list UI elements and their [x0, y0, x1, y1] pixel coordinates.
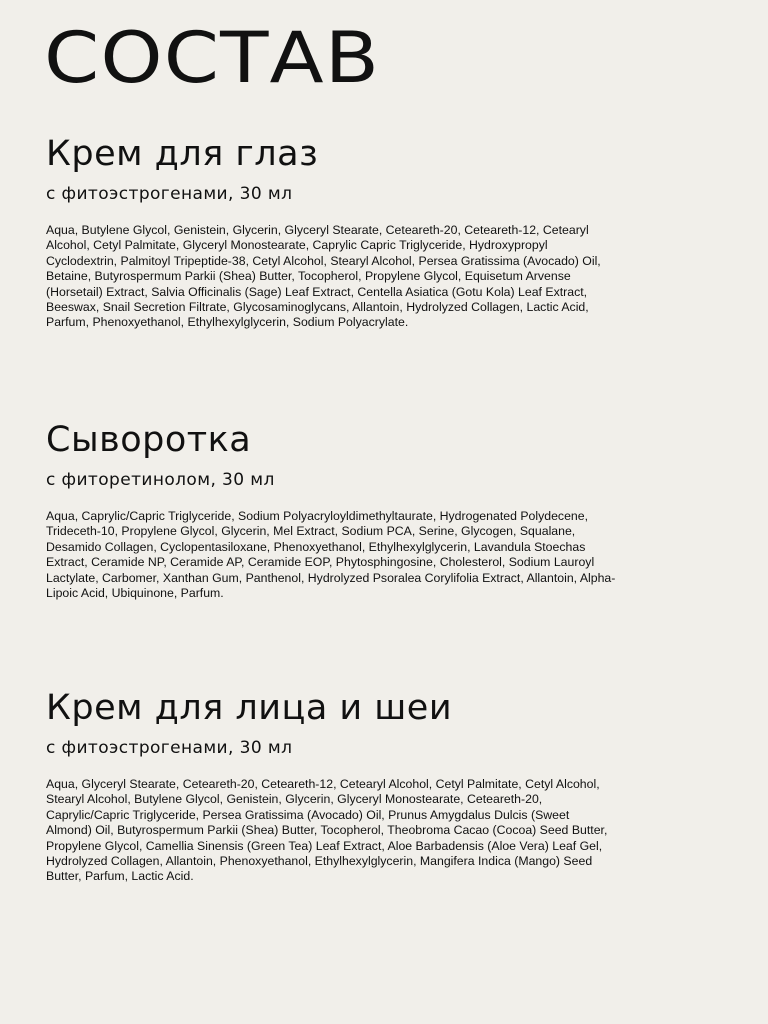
section-face-neck-cream	[46, 686, 616, 885]
section-subtitle: с фиторетинолом, 30 мл	[46, 470, 275, 490]
section-title: Крем для лица и шеи	[46, 688, 453, 728]
ingredients-text: Aqua, Butylene Glycol, Genistein, Glycerin, Glyceryl Stearate, Ceteareth-20, Ceteareth-12, Cetearyl Alcohol, Cetyl Palmitate, Glyceryl Monostearate, Caprylic Capric Triglyceride, Hydroxypropyl Cyclodextrin, Palmitoyl Tripeptide-38, Cetyl Alcohol, Stearyl Alcohol, Persea Gratissima (Avocado) Oil, Betaine, Butyrospermum Parkii (Shea) Butter, Tocopherol, Propylene Glycol, Equisetum Arvense (Horsetail) Extract, Salvia Officinalis (Sage) Leaf Extract, Centella Asiatica (Gotu Kola) Leaf Extract, Beeswax, Snail Secretion Filtrate, Glycosaminoglycans, Allantoin, Hydrolyzed Collagen, Lactic Acid, Parfum, Phenoxyethanol, Ethylhexylglycerin, Sodium Polyacrylate.	[46, 223, 601, 330]
section-serum	[46, 418, 616, 601]
ingredients-text: Aqua, Glyceryl Stearate, Ceteareth-20, Ceteareth-12, Cetearyl Alcohol, Cetyl Palmitate, Cetyl Alcohol, Stearyl Alcohol, Butylene Glycol, Genistein, Glycerin, Glyceryl Monostearate, Ceteareth-20, Caprylic/Capric Triglyceride, Persea Gratissima (Avocado) Oil, Prunus Amygdalus Dulcis (Sweet Almond) Oil, Butyrospermum Parkii (Shea) Butter, Tocopherol, Theobroma Cacao (Cocoa) Seed Butter, Propylene Glycol, Camellia Sinensis (Green Tea) Leaf Extract, Aloe Barbadensis (Aloe Vera) Leaf Gel, Hydrolyzed Collagen, Allantoin, Phenoxyethanol, Ethylhexylglycerin, Mangifera Indica (Mango) Seed Butter, Parfum, Lactic Acid.	[46, 777, 608, 884]
section-title: Крем для глаз	[46, 134, 319, 174]
section-subtitle: с фитоэстрогенами, 30 мл	[46, 738, 293, 758]
section-eye-cream	[46, 132, 616, 331]
section-subtitle: с фитоэстрогенами, 30 мл	[46, 184, 293, 204]
page-title: СОСТАВ	[44, 17, 381, 99]
section-title: Сыворотка	[46, 420, 252, 460]
ingredients-text: Aqua, Caprylic/Capric Triglyceride, Sodium Polyacryloyldimethyltaurate, Hydrogenated Polydecene, Trideceth-10, Propylene Glycol, Glycerin, Mel Extract, Sodium PCA, Serine, Glycogen, Squalane, Desamido Collagen, Cyclopentasiloxane, Phenoxyethanol, Ethylhexylglycerin, Lavandula Stoechas Extract, Ceramide NP, Ceramide AP, Ceramide EOP, Phytosphingosine, Cholesterol, Sodium Lauroyl Lactylate, Carbomer, Xanthan Gum, Panthenol, Hydrolyzed Psoralea Corylifolia Extract, Allantoin, Alpha-Lipoic Acid, Ubiquinone, Parfum.	[46, 509, 616, 601]
